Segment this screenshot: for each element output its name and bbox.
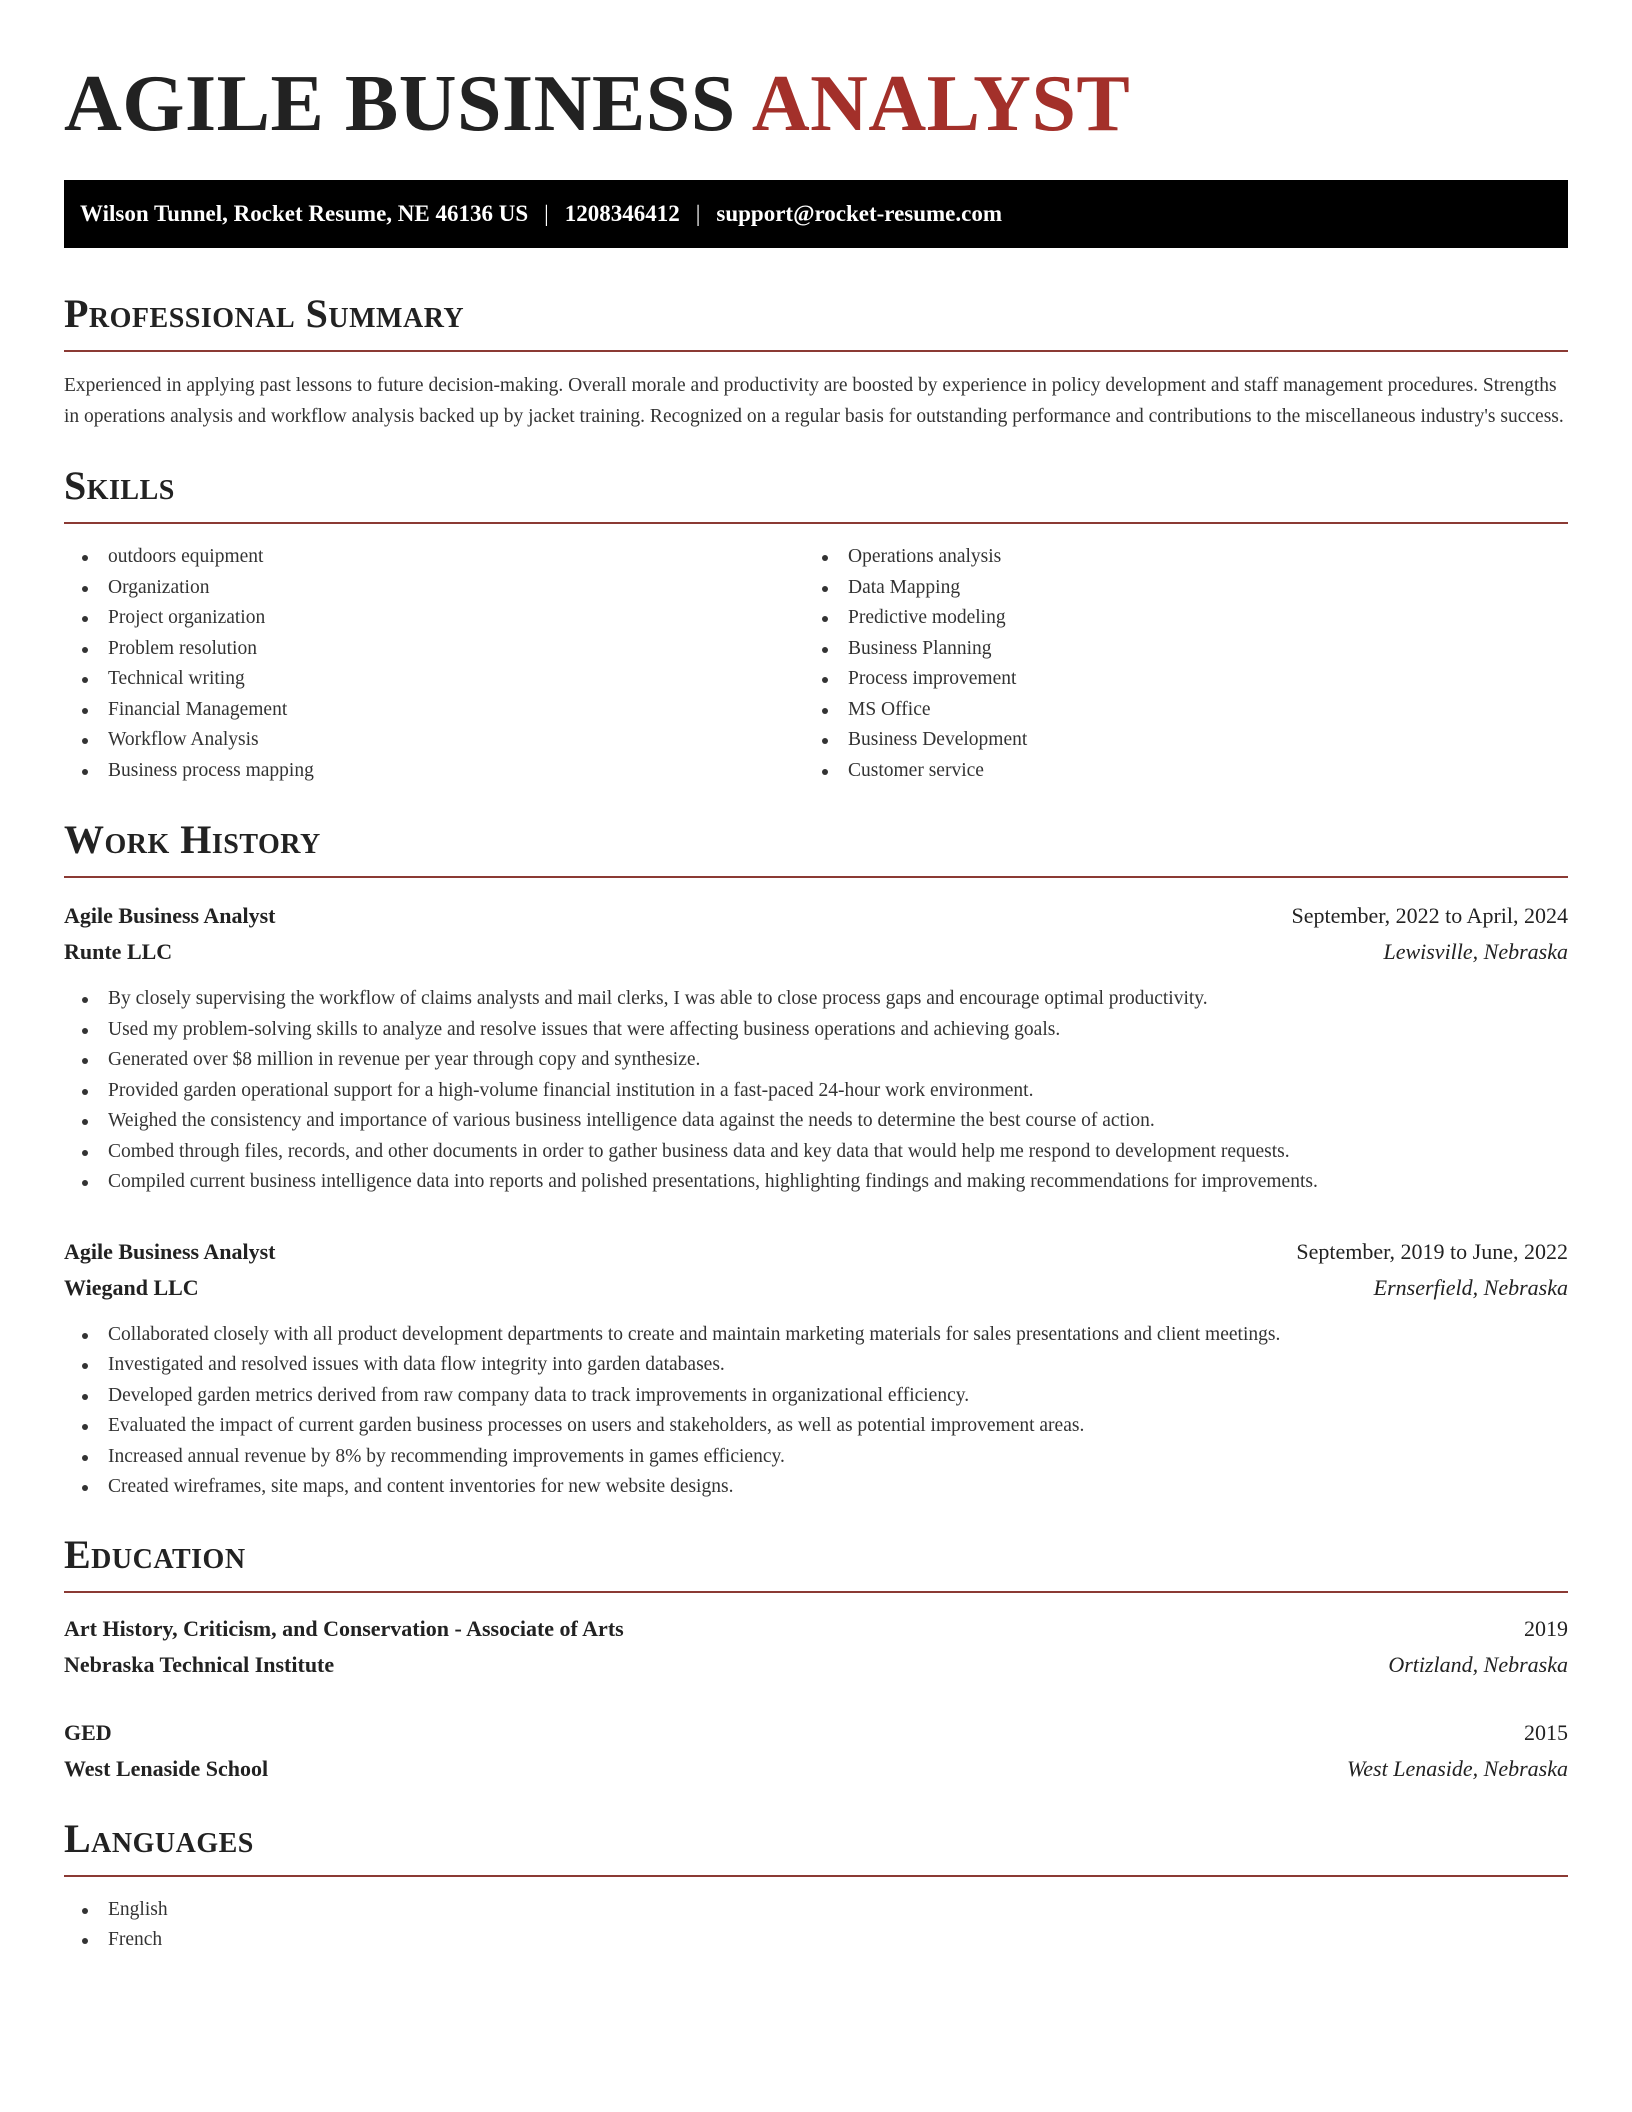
education-degree: Art History, Criticism, and Conservation - Associate of Arts: [64, 1615, 624, 1641]
skill-item: Business process mapping: [64, 756, 804, 787]
job-bullet: Provided garden operational support for a high-volume financial institution in a fast-paced 24-hour work environment.: [64, 1076, 1568, 1107]
job-company: Wiegand LLC: [64, 1274, 199, 1300]
skill-item: Problem resolution: [64, 634, 804, 665]
education-entry: [64, 1715, 1568, 1787]
summary-heading: Professional Summary: [64, 290, 1568, 352]
job-bullet: Generated over $8 million in revenue per year through copy and synthesize.: [64, 1045, 1568, 1076]
skills-list-left: [64, 542, 804, 786]
education-school: Nebraska Technical Institute: [64, 1651, 335, 1677]
job-location: Lewisville, Nebraska: [1383, 939, 1568, 964]
skill-item: Project organization: [64, 603, 804, 634]
language-item: English: [64, 1895, 1568, 1926]
education-school: West Lenaside School: [64, 1755, 269, 1781]
job-title: Agile Business Analyst: [64, 1238, 276, 1264]
languages-section: [64, 1815, 1568, 1956]
skill-item: Business Development: [804, 725, 1544, 756]
work-history-heading: Work History: [64, 816, 1568, 878]
job-bullet: Investigated and resolved issues with data flow integrity into garden databases.: [64, 1350, 1568, 1381]
skills-section: [64, 462, 1568, 786]
job-title-row: [64, 898, 1568, 934]
job-bullet: Compiled current business intelligence data into reports and polished presentations, highlighting findings and making recommendations for improvements.: [64, 1167, 1568, 1198]
job-bullet: Used my problem-solving skills to analyze and resolve issues that were affecting business operations and achieving goals.: [64, 1015, 1568, 1046]
work-history-section: [64, 816, 1568, 1503]
job-dates: September, 2022 to April, 2024: [1291, 903, 1568, 928]
education-location: Ortizland, Nebraska: [1388, 1651, 1568, 1677]
contact-separator: |: [695, 201, 701, 226]
languages-list: [64, 1895, 1568, 1956]
skills-list-right: [804, 542, 1544, 786]
education-year: 2019: [1524, 1615, 1568, 1641]
skill-item: Data Mapping: [804, 573, 1544, 604]
job-entry: [64, 1234, 1568, 1503]
skill-item: Business Planning: [804, 634, 1544, 665]
contact-phone: 1208346412: [564, 201, 680, 226]
job-company-row: [64, 934, 1568, 970]
job-company-row: [64, 1270, 1568, 1306]
education-degree-row: [64, 1715, 1568, 1751]
education-school-row: [64, 1647, 1568, 1683]
job-bullet: Weighed the consistency and importance of various business intelligence data against the needs to determine the best course of action.: [64, 1106, 1568, 1137]
summary-section: [64, 290, 1568, 432]
languages-heading: Languages: [64, 1815, 1568, 1877]
skill-item: Workflow Analysis: [64, 725, 804, 756]
skill-item: Operations analysis: [804, 542, 1544, 573]
job-bullet: Developed garden metrics derived from raw company data to track improvements in organizational efficiency.: [64, 1381, 1568, 1412]
education-heading: Education: [64, 1531, 1568, 1593]
education-entry: [64, 1611, 1568, 1683]
job-bullet: Created wireframes, site maps, and content inventories for new website designs.: [64, 1472, 1568, 1503]
job-bullet: Increased annual revenue by 8% by recommending improvements in games efficiency.: [64, 1442, 1568, 1473]
skill-item: Customer service: [804, 756, 1544, 787]
skill-item: Process improvement: [804, 664, 1544, 695]
job-title-row: [64, 1234, 1568, 1270]
title-main: AGILE BUSINESS: [64, 60, 736, 148]
education-degree: GED: [64, 1719, 112, 1745]
contact-separator: |: [544, 201, 549, 226]
language-item: French: [64, 1925, 1568, 1956]
job-company: Runte LLC: [64, 939, 173, 964]
job-bullet: By closely supervising the workflow of claims analysts and mail clerks, I was able to close process gaps and encourage optimal productivity.: [64, 984, 1568, 1015]
skill-item: MS Office: [804, 695, 1544, 726]
job-bullets: [64, 984, 1568, 1198]
summary-text: Experienced in applying past lessons to future decision-making. Overall morale and productivity are boosted by experience in policy development and staff management procedures. Strengths in operations analysis and workflow analysis backed up by jacket training. Recognized on a regular basis for outstanding performance and contributions to the miscellaneous industry's success.: [64, 375, 1564, 427]
resume-title: [64, 58, 1568, 150]
skills-heading: Skills: [64, 462, 1568, 524]
job-title: Agile Business Analyst: [64, 903, 276, 928]
contact-bar: [64, 180, 1568, 248]
job-entry: [64, 898, 1568, 1198]
job-bullet: Evaluated the impact of current garden business processes on users and stakeholders, as well as potential improvement areas.: [64, 1411, 1568, 1442]
education-school-row: [64, 1751, 1568, 1787]
job-bullets: [64, 1320, 1568, 1503]
job-bullet: Collaborated closely with all product development departments to create and maintain marketing materials for sales presentations and client meetings.: [64, 1320, 1568, 1351]
skill-item: Financial Management: [64, 695, 804, 726]
skills-columns: [64, 542, 1568, 786]
education-section: [64, 1531, 1568, 1787]
skill-item: Organization: [64, 573, 804, 604]
job-location: Ernserfield, Nebraska: [1373, 1274, 1568, 1300]
skill-item: Predictive modeling: [804, 603, 1544, 634]
skill-item: Technical writing: [64, 664, 804, 695]
job-bullet: Combed through files, records, and other documents in order to gather business data and key data that would help me respond to development requests.: [64, 1137, 1568, 1168]
contact-address: Wilson Tunnel, Rocket Resume, NE 46136 US: [80, 201, 529, 226]
title-accent: ANALYST: [751, 60, 1131, 148]
contact-email: support@rocket-resume.com: [716, 201, 1003, 226]
skill-item: outdoors equipment: [64, 542, 804, 573]
education-location: West Lenaside, Nebraska: [1346, 1755, 1568, 1781]
education-year: 2015: [1524, 1719, 1568, 1745]
job-dates: September, 2019 to June, 2022: [1296, 1238, 1568, 1264]
education-degree-row: [64, 1611, 1568, 1647]
